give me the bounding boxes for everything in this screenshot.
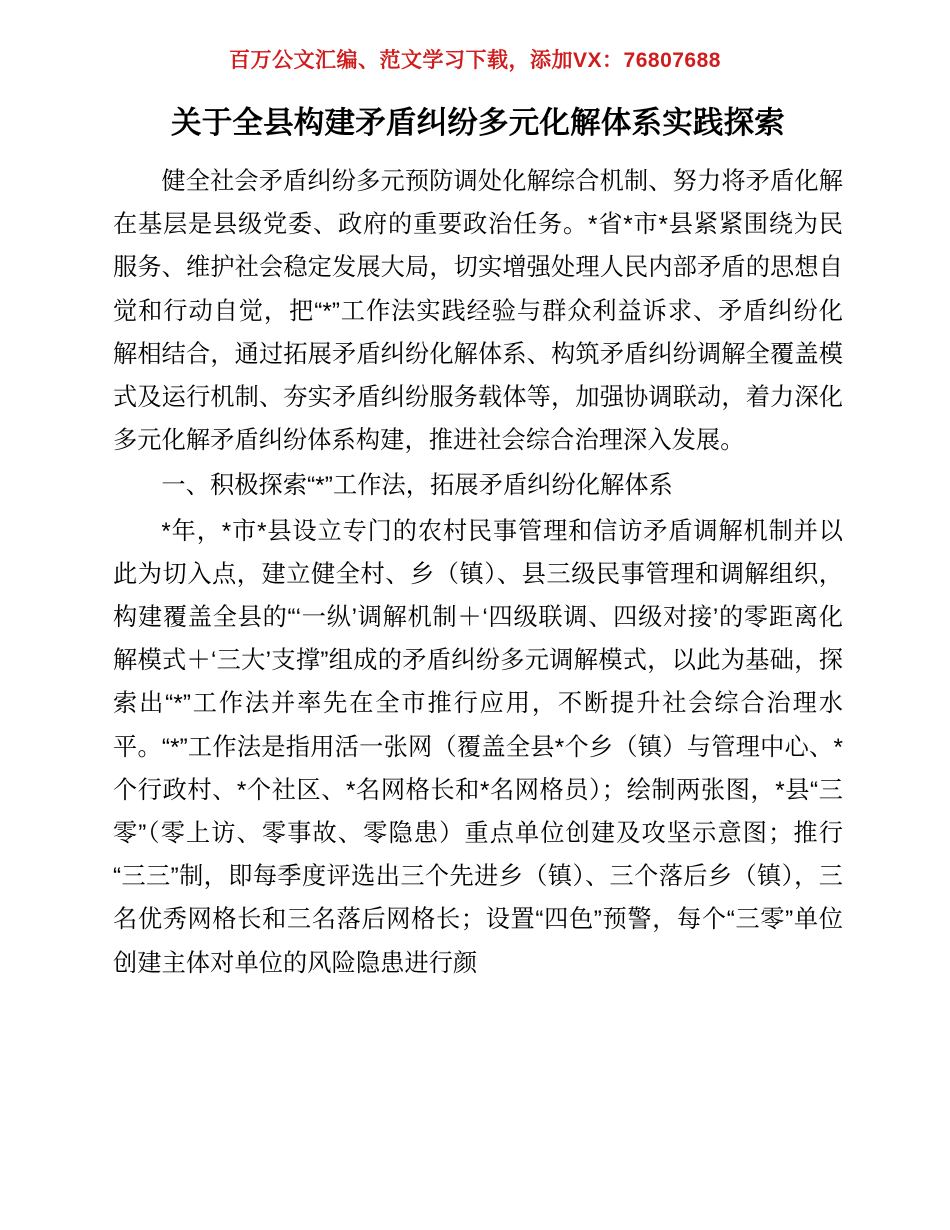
document-body (113, 100, 843, 985)
watermark-text: 百万公文汇编、范文学习下载，添加VX：76807688 (229, 49, 721, 72)
paragraph-intro: 健全社会矛盾纠纷多元预防调处化解综合机制、努力将矛盾化解在基层是县级党委、政府的重要政治任务。*省*市*县紧紧围绕为民服务、维护社会稳定发展大局，切实增强处理人民内部矛盾的思想自觉和行动自觉，把“*”工作法实践经验与群众利益诉求、矛盾纠纷化解相结合，通过拓展矛盾纠纷化解体系、构筑矛盾纠纷调解全覆盖模式及运行机制、夯实矛盾纠纷服务载体等，加强协调联动，着力深化多元化解矛盾纠纷体系构建，推进社会综合治理深入发展。 (113, 168, 843, 455)
section-heading-one: 一、积极探索“*”工作法，拓展矛盾纠纷化解体系 (161, 472, 673, 500)
page-title: 关于全县构建矛盾纠纷多元化解体系实践探索 (171, 106, 785, 140)
paragraph-section-one-body: *年，*市*县设立专门的农村民事管理和信访矛盾调解机制并以此为切入点，建立健全村、乡（镇）、县三级民事管理和调解组织，构建覆盖全县的“‘一纵’调解机制＋‘四级联调、四级对接’的零距离化解模式＋‘三大’支撑”组成的矛盾纠纷多元调解模式，以此为基础，探索出“*”工作法并率先在全市推行应用，不断提升社会综合治理水平。“*”工作法是指用活一张网（覆盖全县*个乡（镇）与管理中心、*个行政村、*个社区、*名网格长和*名网格员）；绘制两张图，*县“三零”（零上访、零事故、零隐患）重点单位创建及攻坚示意图；推行“三三”制，即每季度评选出三个先进乡（镇）、三个落后乡（镇），三名优秀网格长和三名落后网格长；设置“四色”预警，每个“三零”单位创建主体对单位的风险隐患进行颜 (113, 517, 843, 977)
